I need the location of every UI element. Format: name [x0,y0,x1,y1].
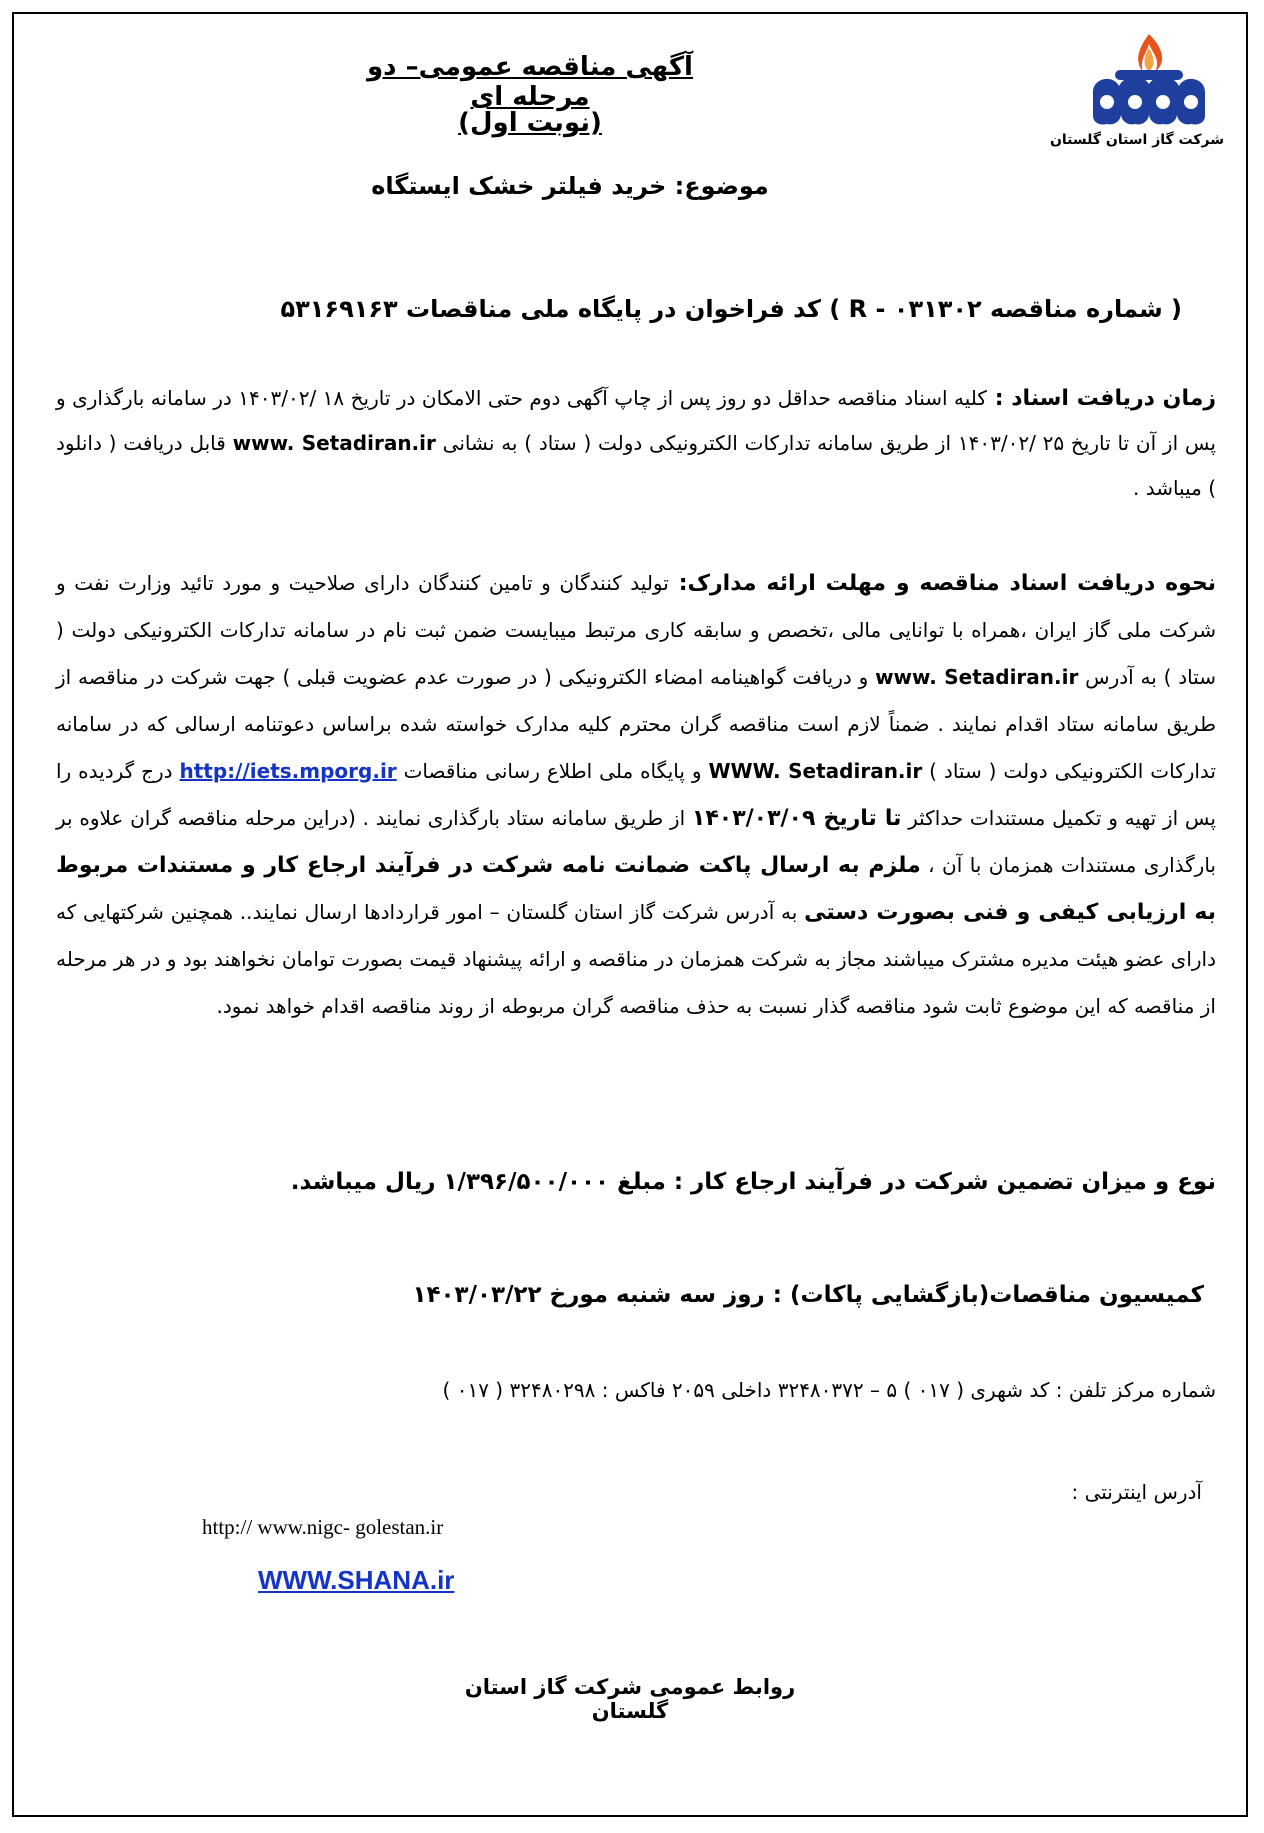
setadiran-url-1[interactable]: www. Setadiran.ir [232,431,436,455]
doc-method-text-d: درج گردیده را پس از تهیه و تکمیل مستندات حداکثر [56,759,1216,830]
doc-method-text-e: از طریق سامانه ستاد بارگذاری نمایند . (دراین مرحله مناقصه گران علاوه بر بارگذاری مستندات همزمان با آن ، [56,806,1216,877]
doc-method-text-c: و پایگاه ملی اطلاع رسانی مناقصات [396,759,709,783]
doc-receipt-time-tail: قابل دریافت ( دانلود ) میباشد . [56,431,1216,500]
doc-method-paragraph [56,560,1216,1030]
commission-date: کمیسیون مناقصات(بازگشایی پاکات) : روز سه شنبه مورخ ۱۴۰۳/۰۳/۲۲ [412,1282,1204,1308]
shana-link[interactable]: WWW.SHANA.ir [258,1565,455,1595]
notice-round: (نوبت اول) [458,108,602,138]
subject-value: خرید فیلتر خشک ایستگاه [371,172,667,200]
setadiran-url-2[interactable]: www. Setadiran.ir [875,665,1079,689]
iets-link[interactable]: http://iets.mporg.ir [179,759,397,783]
doc-receipt-time-text: کلیه اسناد مناقصه حداقل دو روز پس از چاپ آگهی دوم حتی الامکان در تاریخ ۱۸ /۱۴۰۳/۰۲ در سامانه بارگذاری و پس از آن تا تاریخ ۲۵ /۱۴۰۳/۰۲ از طریق سامانه تدارکات الکترونیکی دولت ( ستاد ) به نشانی [56,386,1216,455]
manual-submission-requirement: ملزم به ارسال پاکت ضمانت نامه شرکت در فرآیند ارجاع کار و مستندات مربوط به ارزیابی کیفی و فنی بصورت دستی [56,853,1216,925]
deadline-date: تا تاریخ ۱۴۰۳/۰۳/۰۹ [691,806,902,831]
setadiran-url-3[interactable]: WWW. Setadiran.ir [708,759,923,783]
doc-method-text-f: به آدرس شرکت گاز استان گلستان – امور قراردادها ارسال نمایند.. همچنین شرکتهایی که دارای عضو هیئت مدیره مشترک میباشند مجاز به شرکت همزمان در مناقصه و ارائه پیشنهاد قیمت بصورت توامان نخواهند بود و در هر مرحله از مناقصه که این موضوع ثابت شود مناقصه گذار نسبت به حذف مناقصه گران مربوطه از روند مناقصه اقدام خواهد نمود. [56,900,1216,1018]
tender-code-line: ( شماره مناقصه R - ۰۳۱۳۰۲ ) کد فراخوان در پایگاه ملی مناقصات ۵۳۱۶۹۱۶۳ [280,295,1182,323]
notice-title: آگهی مناقصه عمومی– دو مرحله ای [367,52,693,112]
doc-receipt-time-paragraph [56,376,1216,511]
national-gas-company-flame-logo-icon [1079,30,1219,130]
subject-label: موضوع: [666,172,769,200]
doc-method-label: نحوه دریافت اسناد مناقصه و مهلت ارائه مدارک: [668,571,1217,596]
doc-receipt-time-label: زمان دریافت اسناد : [986,386,1217,411]
nigc-golestan-link[interactable]: http:// www.nigc- golestan.ir [202,1515,444,1539]
doc-method-text-a: تولید کنندگان و تامین کنندگان دارای صلاحیت و مورد تائید وزارت نفت و شرکت ملی گاز ایران ،همراه با توانایی مالی ،تخصص و سابقه کاری مرتبط میبایست ضمن ثبت نام در سامانه تدارکات الکترونیکی دولت ( ستاد ) به آدرس [56,571,1216,689]
guarantee-amount: نوع و میزان تضمین شرکت در فرآیند ارجاع کار : مبلغ ۱/۳۹۶/۵۰۰/۰۰۰ ریال میباشد. [290,1169,1216,1195]
logo-caption: شرکت گاز استان گلستان [1049,132,1224,148]
public-relations-signature: روابط عمومی شرکت گاز استان گلستان [464,1675,796,1723]
phone-fax-line: شماره مرکز تلفن : کد شهری ( ۰۱۷ ) ۵ – ۳۲۴۸۰۳۷۲ داخلی ۲۰۵۹ فاکس : ۳۲۴۸۰۲۹۸ ( ۰۱۷ ) [442,1378,1216,1402]
company-logo [1049,30,1224,165]
web-address-label: آدرس اینترنتی : [1071,1480,1202,1504]
notice-subject [360,172,780,200]
doc-method-text-b: و دریافت گواهینامه امضاء الکترونیکی ( در صورت عدم عضویت قبلی ) جهت شرکت در مناقصه از طریق سامانه ستاد اقدام نمایند . ضمناً لازم است مناقصه گران محترم کلیه مدارک خواسته شده براساس دعوتنامه ارسالی که در سامانه تدارکات الکترونیکی دولت ( ستاد ) [56,665,1216,783]
